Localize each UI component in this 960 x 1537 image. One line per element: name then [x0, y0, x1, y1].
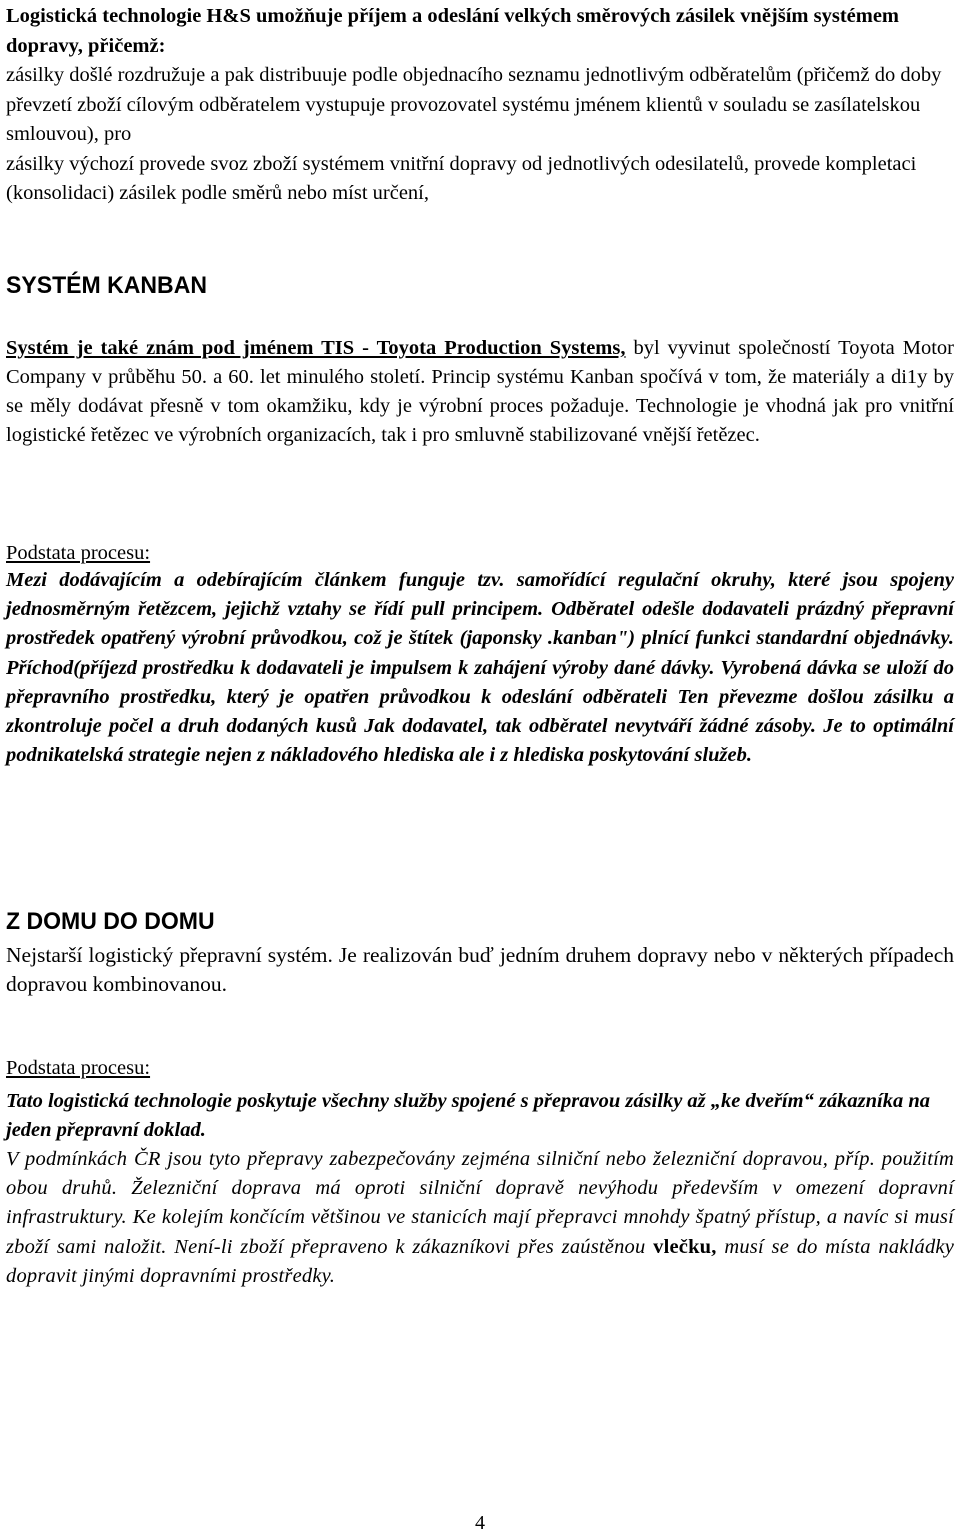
kanban-paragraph	[6, 334, 954, 450]
door-detail-end: musí se do místa nakládky dopravit jinými dopravními prostředky.	[6, 1235, 954, 1287]
door-process-text: Tato logistická technologie poskytuje všechny služby spojené s přepravou zásilky až „ke dveřím“ zákazníka na jeden přepravní doklad.	[6, 1090, 931, 1141]
door-to-door-paragraph: Nejstarší logistický přepravní systém. Je realizován buď jedním druhem dopravy nebo v některých případech dopravou kombinovanou.	[6, 943, 954, 996]
kanban-body-text: byl vyvinut společností Toyota Motor Company v průběhu 50. a 60. let minulého století. Princip systému Kanban spočívá v tom, že materiály a di1y by se měly dodávat přesně v tom okamžiku, kdy je výrobní proces požaduje. Technologie je vhodná jak pro vnitřní logistické řetězec ve výrobních organizacích, tak i pro smluvně stabilizované vnější řetězec.	[6, 337, 954, 446]
intro-lead: Logistická technologie H&S umožňuje příjem a odeslání velkých směrových zásilek vnějším systémem dopravy, přičemž:	[6, 5, 900, 57]
door-detail-bold: vlečku,	[653, 1235, 717, 1258]
kanban-process-text: Mezi dodávajícím a odebírajícím článkem funguje tzv. samořídící regulační okruhy, které jsou spojeny jednosměrným řetězcem, jejichž vztahy se řídí pull principem. Odběratel odešle dodavateli prázdný přepravní prostředek opatřený výrobní průvodkou, což je štítek (japonsky .kanban") plnící funkci standardní objednávky. Příchod(příjezd prostředku k dodavateli je impulsem k zahájení výroby dané dávky. Vyrobená dávka se uloží do přepravního prostředku, který je opatřen průvodkou k odeslání odběrateli Ten převezme došlou zásilku a zkontroluje počel a druh dodaných kusů Jak dodavatel, tak odběratel nevytváří žádné zásoby. Je to optimální podnikatelská strategie nejen z nákladového hlediska ale i z hlediska poskytování služeb.	[6, 569, 954, 767]
kanban-heading: SYSTÉM KANBAN	[6, 272, 207, 299]
door-process-label: Podstata procesu:	[6, 1057, 151, 1079]
door-to-door-heading: Z DOMU DO DOMU	[6, 908, 215, 935]
door-detail-start: V podmínkách ČR jsou tyto přepravy zabezpečovány zejména silniční nebo železniční dopravou, příp. použitím obou druhů. Železniční doprava má oproti silniční dopravě nevýhodu především v omezení dopravní infrastruktury. Ke kolejím končícím většinou ve stanicích mají přepravci mnohdy špatný přístup, a navíc si musí zboží sami naložit. Není-li zboží přepraveno k zákazníkovi přes zaústěnou	[6, 1148, 954, 1258]
page-number: 4	[475, 1512, 485, 1534]
kanban-lead: Systém je také znám pod jménem TIS - Toyota Production Systems,	[6, 337, 626, 359]
intro-section	[6, 2, 954, 209]
intro-item-incoming: zásilky došlé rozdružuje a pak distribuuje podle objednacího seznamu jednotlivým odběratelům (přičemž do doby převzetí zboží cílovým odběratelem vystupuje provozovatel systému jménem klientů v souladu se zasílatelskou smlouvou), pro	[6, 64, 942, 145]
kanban-process-label: Podstata procesu:	[6, 542, 151, 564]
door-detail-paragraph	[6, 1145, 954, 1291]
intro-item-outgoing: zásilky výchozí provede svoz zboží systémem vnitřní dopravy od jednotlivých odesilatelů, provede kompletaci (konsolidaci) zásilek podle směrů nebo míst určení,	[6, 152, 917, 204]
